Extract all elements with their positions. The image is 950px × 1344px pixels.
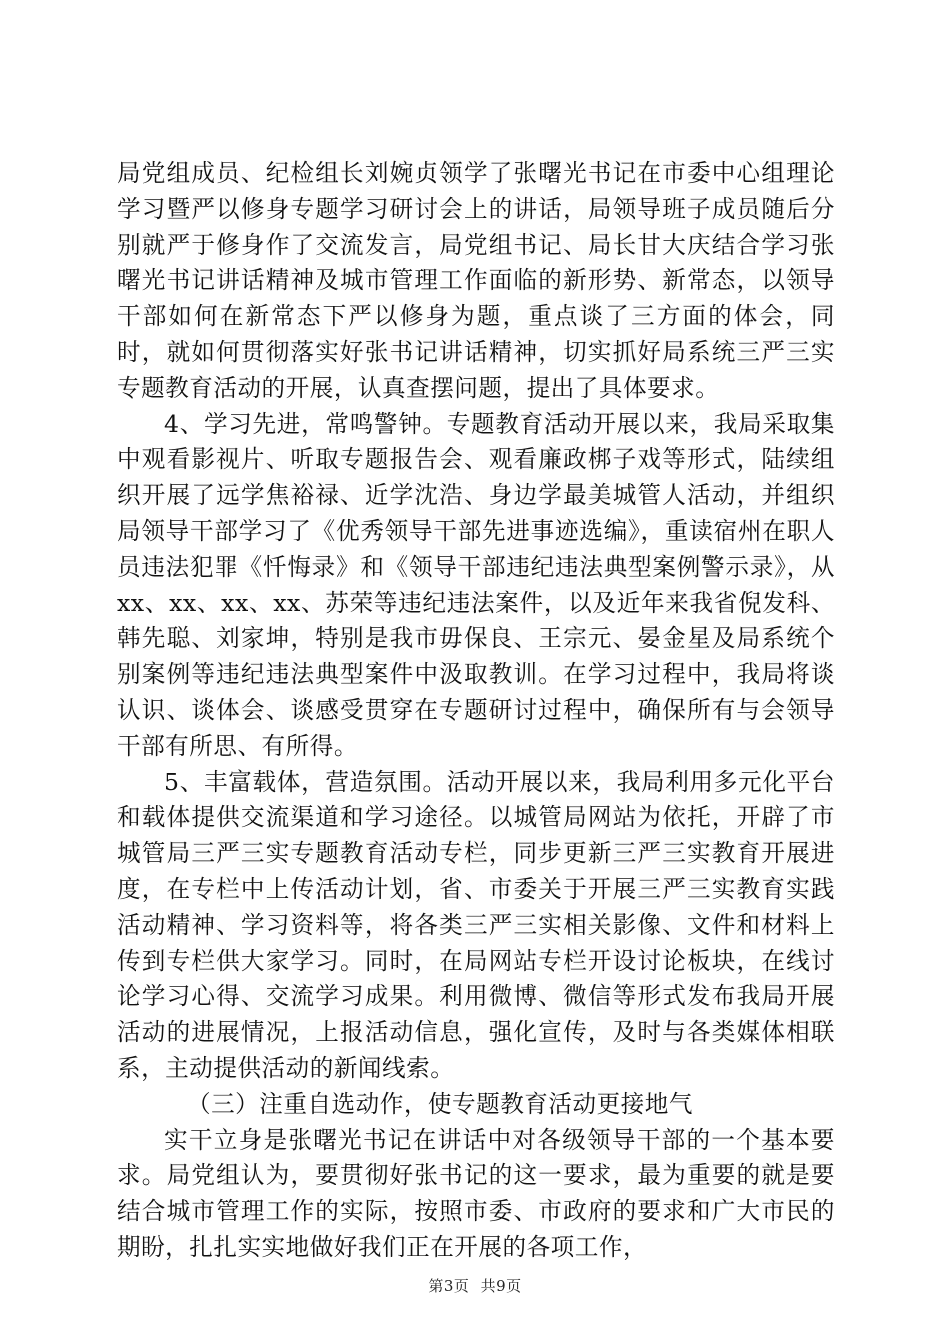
page-total: 共9页 [480,1277,522,1295]
page-footer [0,1275,950,1296]
paragraph-body: 实干立身是张曙光书记在讲话中对各级领导干部的一个基本要求。局党组认为，要贯彻好张书记的这一要求，最为重要的就是要结合城市管理工作的实际，按照市委、市政府的要求和广大市民的期盼，扎扎实实地做好我们正在开展的各项工作， [117,1125,835,1261]
paragraph-item-5: 5、丰富载体，营造氛围。活动开展以来，我局利用多元化平台和载体提供交流渠道和学习途径。以城管局网站为依托，开辟了市城管局三严三实专题教育活动专栏，同步更新三严三实教育开展进度，在专栏中上传活动计划，省、市委关于开展三严三实教育实践活动精神、学习资料等，将各类三严三实相关影像、文件和材料上传到专栏供大家学习。同时，在局网站专栏开设讨论板块，在线讨论学习心得、交流学习成果。利用微博、微信等形式发布我局开展活动的进展情况，上报活动信息，强化宣传，及时与各类媒体相联系，主动提供活动的新闻线索。 [117,767,835,1082]
paragraph-item-4: 4、学习先进，常鸣警钟。专题教育活动开展以来，我局采取集中观看影视片、听取专题报告会、观看廉政梆子戏等形式，陆续组织开展了远学焦裕禄、近学沈浩、身边学最美城管人活动，并组织局领导干部学习了《优秀领导干部先进事迹选编》，重读宿州在职人员违法犯罪《忏悔录》和《领导干部违纪违法典型案例警示录》，从xx、xx、xx、xx、苏荣等违纪违法案件，以及近年来我省倪发科、韩先聪、刘家坤，特别是我市毋保良、王宗元、晏金星及局系统个别案例等违纪违法典型案件中汲取教训。在学习过程中，我局将谈认识、谈体会、谈感受贯穿在专题研讨过程中，确保所有与会领导干部有所思、有所得。 [117,409,835,760]
paragraph-continuation: 局党组成员、纪检组长刘婉贞领学了张曙光书记在市委中心组理论学习暨严以修身专题学习研讨会上的讲话，局领导班子成员随后分别就严于修身作了交流发言，局党组书记、局长甘大庆结合学习张曙光书记讲话精神及城市管理工作面临的新形势、新常态，以领导干部如何在新常态下严以修身为题，重点谈了三方面的体会，同时，就如何贯彻落实好张书记讲话精神，切实抓好局系统三严三实专题教育活动的开展，认真查摆问题，提出了具体要求。 [117,159,835,402]
section-heading: （三）注重自选动作，使专题教育活动更接地气 [187,1089,693,1118]
page-number: 第3页 [428,1277,470,1295]
document-body [117,156,835,1266]
